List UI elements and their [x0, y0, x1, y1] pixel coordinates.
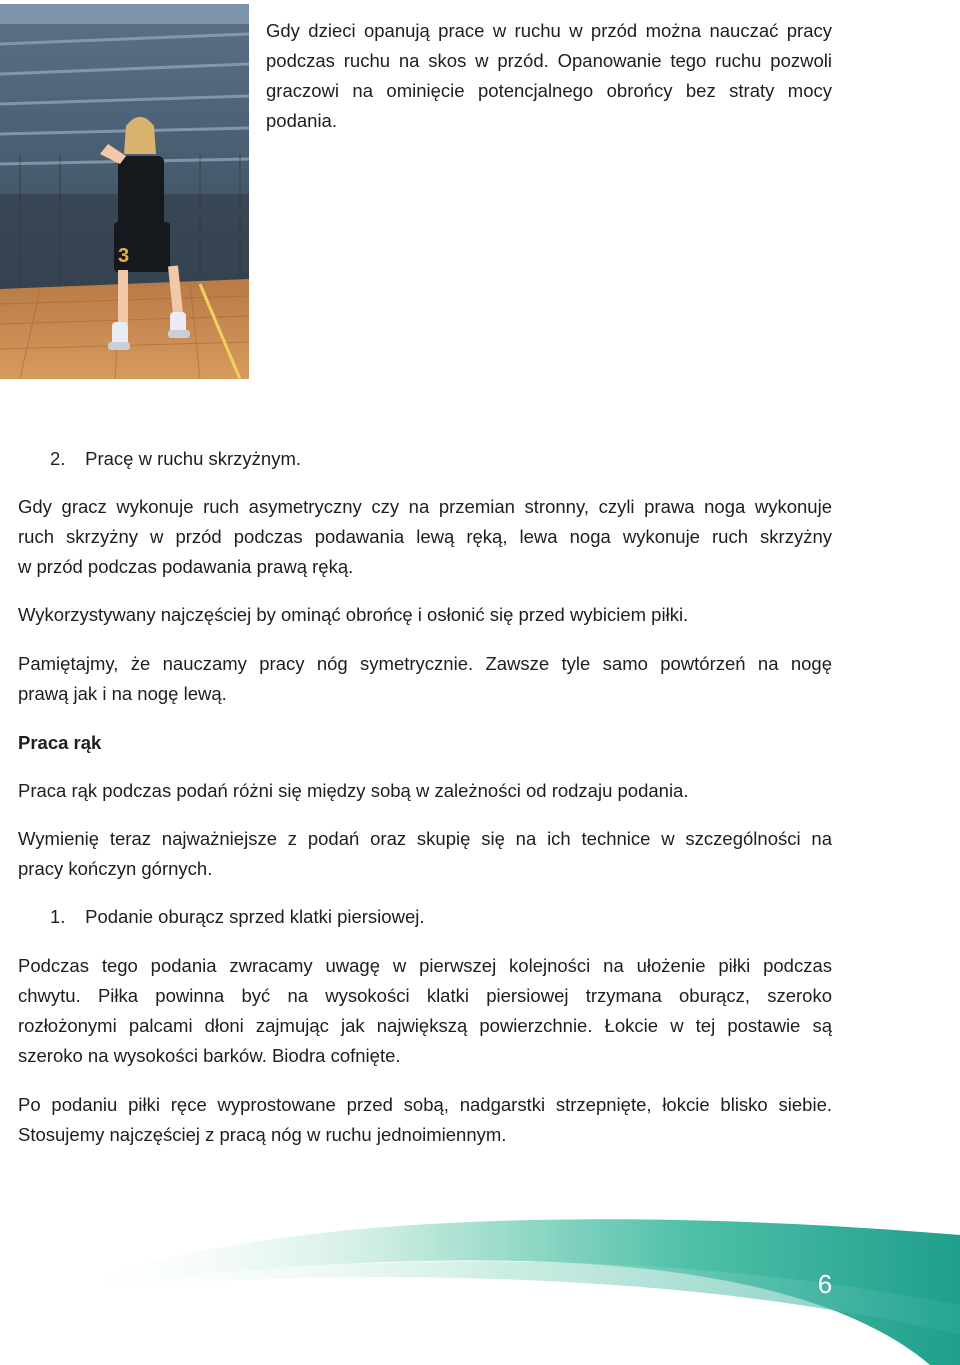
- paragraph-line: prawą jak i na nogę lewą.: [18, 683, 227, 704]
- paragraph-line: szeroko na wysokości barków. Biodra cofnięte.: [18, 1045, 401, 1066]
- paragraph-line: Praca rąk podczas podań różni się między sobą w zależności od rodzaju podania.: [18, 780, 689, 801]
- paragraph-line: Po podaniu piłki ręce wyprostowane przed sobą, nadgarstki strzepnięte, łokcie blisko siebie.: [18, 1094, 832, 1115]
- paragraph-line: Gdy gracz wykonuje ruch asymetryczny czy na przemian stronny, czyli prawa noga wykonuje: [18, 496, 832, 517]
- paragraph-line: Podczas tego podania zwracamy uwagę w pierwszej kolejności na ułożenie piłki podczas: [18, 955, 832, 976]
- intro-paragraph: [266, 16, 832, 136]
- page-number: 6: [817, 1269, 833, 1299]
- paragraph-line: Pamiętajmy, że nauczamy pracy nóg symetrycznie. Zawsze tyle samo powtórzeń na nogę: [18, 653, 832, 674]
- paragraph-line: w przód podczas podawania prawą ręką.: [18, 556, 354, 577]
- player-photo: [0, 4, 249, 379]
- list-item-1: [50, 902, 424, 932]
- paragraph-cross-movement: [18, 492, 832, 582]
- paragraph-line: Wykorzystywany najczęściej by ominąć obrońcę i osłonić się przed wybiciem piłki.: [18, 604, 689, 625]
- paragraph-used: [18, 600, 832, 630]
- list-number: 2.: [50, 448, 66, 469]
- paragraph-hands: [18, 776, 832, 806]
- paragraph-mention: [18, 824, 832, 884]
- paragraph-line: ruch skrzyżny w przód podczas podawania lewą ręką, lewa noga wykonuje ruch skrzyżny: [18, 526, 832, 547]
- intro-line: graczowi na ominięcie potencjalnego obrońcy bez straty mocy: [266, 80, 832, 101]
- paragraph-line: chwytu. Piłka powinna być na wysokości klatki piersiowej trzymana oburącz, szeroko: [18, 985, 832, 1006]
- paragraph-during: [18, 951, 832, 1071]
- paragraph-line: rozłożonymi palcami dłoni zajmując jak największą powierzchnie. Łokcie w tej postawie są: [18, 1015, 832, 1036]
- list-number: 1.: [50, 906, 66, 927]
- paragraph-line: Stosujemy najczęściej z pracą nóg w ruchu jednoimiennym.: [18, 1124, 507, 1145]
- intro-line: podczas ruchu na skos w przód. Opanowanie tego ruchu pozwoli: [266, 50, 832, 71]
- list-item-2: [50, 444, 301, 474]
- list-text: Podanie oburącz sprzed klatki piersiowej.: [85, 906, 425, 927]
- paragraph-remember: [18, 649, 832, 709]
- list-text: Pracę w ruchu skrzyżnym.: [85, 448, 302, 469]
- paragraph-line: Wymienię teraz najważniejsze z podań oraz skupię się na ich technice w szczególności na: [18, 828, 832, 849]
- paragraph-after: [18, 1090, 832, 1150]
- paragraph-line: pracy kończyn górnych.: [18, 858, 213, 879]
- intro-line: podania.: [266, 110, 337, 131]
- intro-line: Gdy dzieci opanują prace w ruchu w przód można nauczać pracy: [266, 20, 832, 41]
- section-heading: Praca rąk: [18, 732, 102, 753]
- jersey-number: 3: [118, 245, 130, 267]
